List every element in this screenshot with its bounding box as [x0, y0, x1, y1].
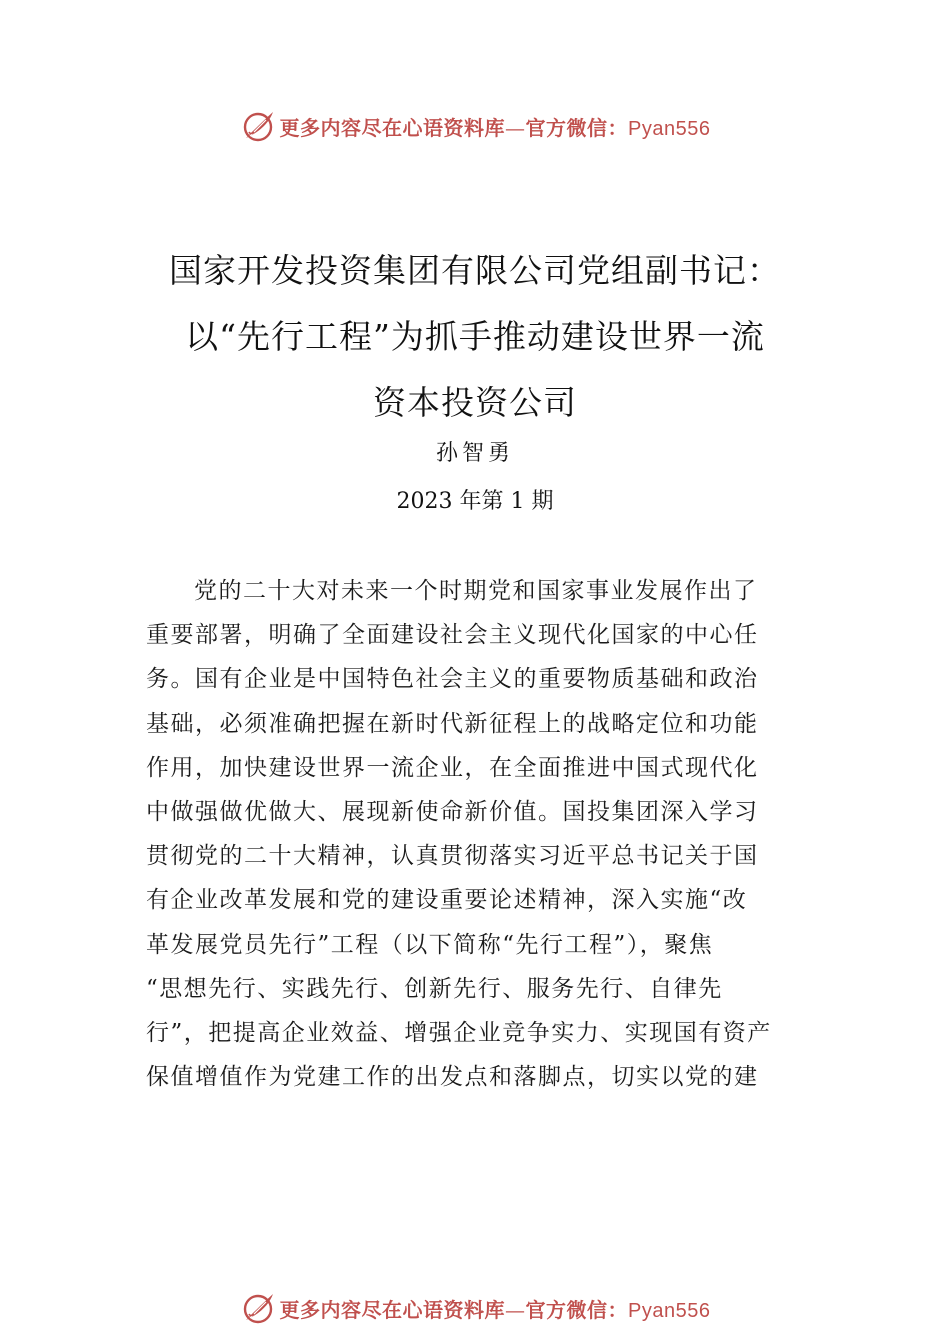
- title-line-3: 资本投资公司: [373, 383, 577, 422]
- title-line-1: 国家开发投资集团有限公司党组副书记：: [169, 251, 781, 290]
- watermark-main-text: 更多内容尽在心语资料库: [279, 115, 506, 140]
- title-line-2: 以“先行工程”为抓手推动建设世界一流: [185, 317, 765, 356]
- watermark-separator: —: [505, 1297, 526, 1322]
- body-line: 贯彻党的二十大精神，认真贯彻落实习近平总书记关于国: [146, 843, 759, 870]
- quill-pen-logo-icon: [240, 108, 276, 144]
- body-line: 革发展党员先行”工程（以下简称“先行工程”），聚焦: [146, 931, 714, 958]
- body-line: 保值增值作为党建工作的出发点和落脚点，切实以党的建: [146, 1064, 759, 1091]
- body-line: 重要部署，明确了全面建设社会主义现代化国家的中心任: [146, 622, 759, 649]
- article-title: [145, 238, 805, 436]
- body-line: 作用，加快建设世界一流企业，在全面推进中国式现代化: [146, 754, 759, 781]
- watermark-text: [280, 112, 711, 141]
- watermark-label: 官方微信：: [525, 1297, 629, 1322]
- watermark-wechat-id: Pyan556: [628, 117, 711, 140]
- watermark-label: 官方微信：: [525, 115, 629, 140]
- watermark-wechat-id: Pyan556: [628, 1299, 711, 1322]
- watermark-main-text: 更多内容尽在心语资料库: [279, 1297, 506, 1322]
- body-line: 党的二十大对未来一个时期党和国家事业发展作出了: [194, 578, 758, 604]
- article-issue: 2023 年第 1 期: [396, 489, 554, 514]
- body-line: 行”，把提高企业效益、增强企业竞争实力、实现国有资产: [146, 1019, 772, 1046]
- article-author: 孙智勇: [435, 441, 514, 466]
- article-body-paragraph: [146, 569, 786, 1099]
- quill-pen-logo-icon: [240, 1290, 276, 1326]
- body-line: 基础，必须准确把握在新时代新征程上的战略定位和功能: [146, 710, 759, 737]
- body-line: “思想先行、实践先行、创新先行、服务先行、自律先: [146, 975, 723, 1002]
- body-line: 务。国有企业是中国特色社会主义的重要物质基础和政治: [146, 666, 759, 693]
- body-line: 中做强做优做大、展现新使命新价值。国投集团深入学习: [146, 798, 759, 825]
- body-line: 有企业改革发展和党的建设重要论述精神，深入实施“改: [146, 887, 748, 914]
- watermark-separator: —: [505, 115, 526, 140]
- header-watermark: [0, 106, 950, 146]
- watermark-text: [280, 1294, 711, 1323]
- footer-watermark: [0, 1288, 950, 1328]
